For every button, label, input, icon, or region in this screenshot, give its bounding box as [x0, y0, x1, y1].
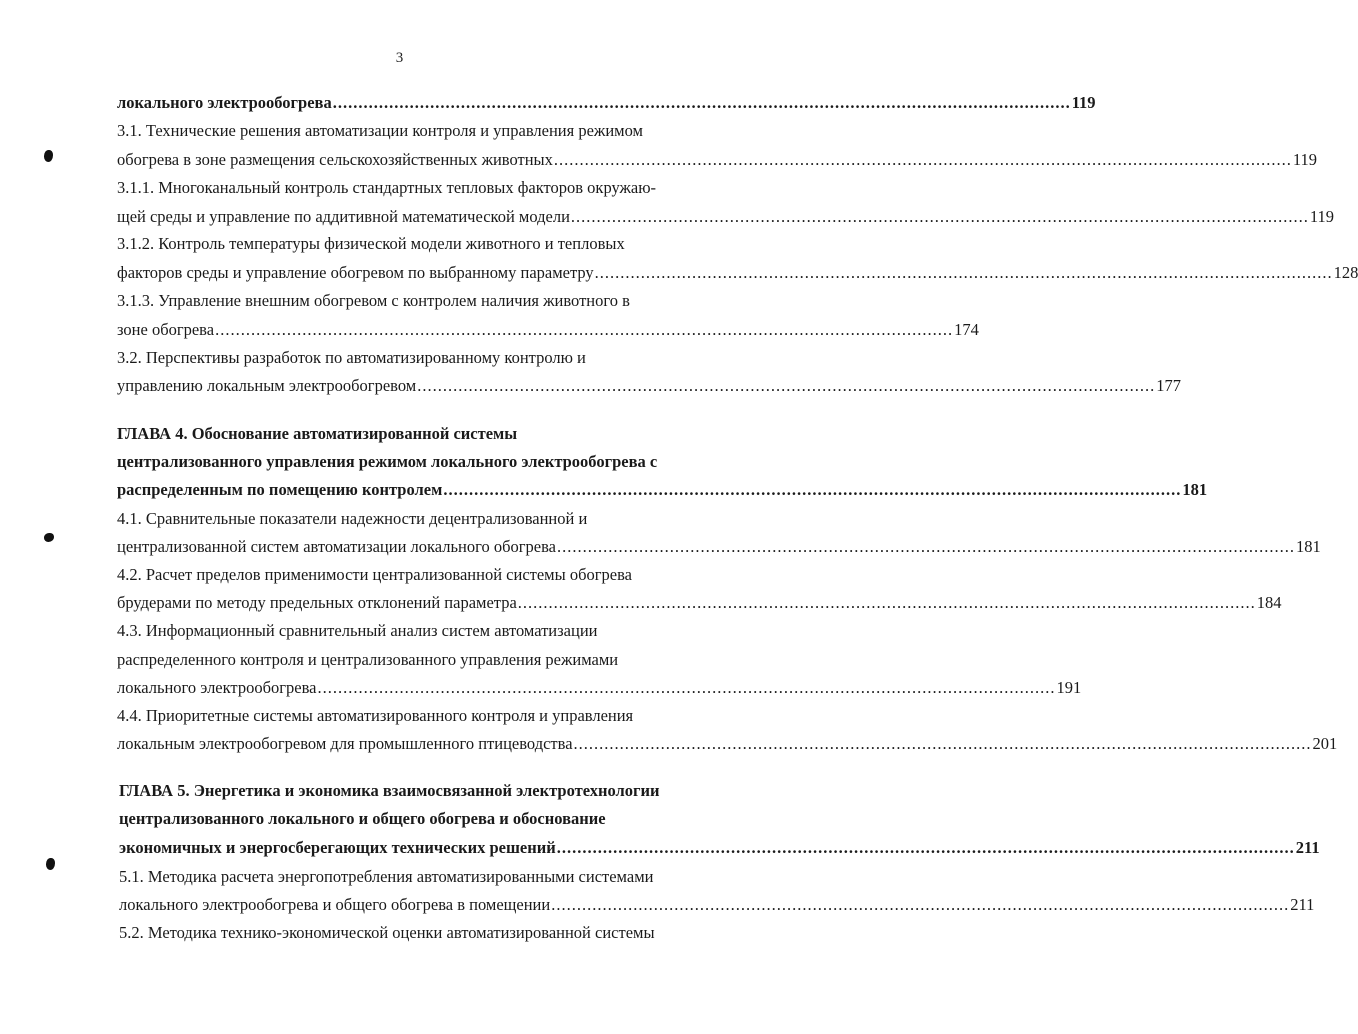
toc-entry-text: экономичных и энергосберегающих технических решений	[119, 838, 556, 857]
toc-entry-page: 211	[1290, 895, 1315, 914]
toc-entry-page: 174	[954, 320, 979, 339]
toc-entry-text: централизованного управления режимом локального электрообогрева с	[117, 452, 658, 471]
dot-leader: ................................................................................................................................................	[553, 150, 1292, 169]
toc-entry-page: 201	[1312, 734, 1338, 753]
toc-entry-text: 4.2. Расчет пределов применимости централизованной системы обогрева	[117, 565, 632, 584]
toc-entry-page: 119	[1309, 207, 1335, 226]
toc-entry	[117, 92, 1096, 114]
toc-entry-text: факторов среды и управление обогревом по выбранному параметру	[117, 263, 594, 282]
toc-entry-text: централизованного локального и общего обогрева и обоснование	[119, 809, 606, 828]
binding-mark	[44, 533, 54, 542]
toc-entry	[117, 233, 717, 255]
toc-entry-text: локальным электрообогревом для промышленного птицеводства	[117, 734, 573, 753]
dot-leader: ................................................................................................................................................	[594, 263, 1333, 282]
toc-entry	[117, 177, 717, 199]
toc-entry	[117, 649, 717, 671]
toc-entry-text: 3.1.2. Контроль температуры физической модели животного и тепловых	[117, 234, 625, 253]
toc-entry	[117, 536, 1321, 558]
dot-leader: ................................................................................................................................................	[570, 207, 1309, 226]
toc-entry	[119, 866, 719, 888]
dot-leader: ................................................................................................................................................	[443, 480, 1182, 499]
toc-entry-text: локального электрообогрева и общего обогрева в помещении	[119, 895, 551, 914]
toc-entry-text: ГЛАВА 5. Энергетика и экономика взаимосвязанной электротехнологии	[119, 781, 660, 800]
toc-entry-text: 3.2. Перспективы разработок по автоматизированному контролю и	[117, 348, 586, 367]
toc-entry	[117, 705, 717, 727]
toc-entry	[117, 120, 717, 142]
page-number: 3	[395, 50, 404, 66]
dot-leader: ................................................................................................................................................	[551, 895, 1290, 914]
toc-entry-text: обогрева в зоне размещения сельскохозяйственных животных	[117, 150, 553, 169]
toc-entry	[117, 262, 1358, 284]
binding-mark	[46, 858, 55, 870]
dot-leader: ................................................................................................................................................	[317, 678, 1056, 697]
toc-entry-text: 4.1. Сравнительные показатели надежности децентрализованной и	[117, 509, 588, 528]
toc-entry-text: 5.1. Методика расчета энергопотребления автоматизированными системами	[119, 867, 654, 886]
toc-entry	[117, 149, 1318, 171]
toc-entry	[117, 206, 1335, 228]
toc-entry	[117, 375, 1181, 397]
dot-leader: ................................................................................................................................................	[556, 537, 1295, 556]
chapter-heading	[119, 808, 719, 830]
toc-entry	[117, 290, 717, 312]
toc-entry	[117, 319, 979, 341]
toc-entry-page: 119	[1071, 93, 1096, 112]
toc-entry-text: 5.2. Методика технико-экономической оценки автоматизированной системы	[119, 923, 655, 942]
toc-entry-text: управлению локальным электрообогревом	[117, 376, 417, 395]
toc-entry	[117, 733, 1338, 755]
chapter-heading	[117, 451, 717, 473]
toc-entry-page: 191	[1056, 678, 1082, 697]
toc-entry-text: 3.1.1. Многоканальный контроль стандартных тепловых факторов окружаю-	[117, 178, 657, 197]
toc-entry	[117, 677, 1082, 699]
toc-entry-page: 119	[1292, 150, 1318, 169]
toc-entry-page: 177	[1156, 376, 1181, 395]
toc-entry-text: 3.1. Технические решения автоматизации контроля и управления режимом	[117, 121, 643, 140]
chapter-heading	[117, 423, 717, 445]
binding-mark	[44, 150, 53, 162]
toc-entry-page: 181	[1295, 537, 1321, 556]
toc-entry	[117, 564, 717, 586]
toc-entry-text: щей среды и управление по аддитивной математической модели	[117, 207, 570, 226]
toc-entry	[119, 922, 719, 944]
chapter-heading	[119, 837, 1320, 859]
toc-entry-text: 4.4. Приоритетные системы автоматизированного контроля и управления	[117, 706, 634, 725]
toc-entry-text: 3.1.3. Управление внешним обогревом с контролем наличия животного в	[117, 291, 630, 310]
toc-entry-page: 181	[1182, 480, 1208, 499]
toc-entry	[117, 592, 1282, 614]
toc-entry-text: распределенным по помещению контролем	[117, 480, 443, 499]
dot-leader: ................................................................................................................................................	[417, 376, 1156, 395]
toc-entry-text: распределенного контроля и централизованного управления режимами	[117, 650, 619, 669]
dot-leader: ................................................................................................................................................	[332, 93, 1071, 112]
toc-entry-text: ГЛАВА 4. Обоснование автоматизированной системы	[117, 424, 518, 443]
dot-leader: ................................................................................................................................................	[215, 320, 954, 339]
toc-entry	[119, 894, 1315, 916]
toc-entry-text: зоне обогрева	[117, 320, 215, 339]
toc-entry-text: локального электрообогрева	[117, 678, 317, 697]
toc-entry-text: брудерами по методу предельных отклонений параметра	[117, 593, 517, 612]
toc-entry	[117, 347, 717, 369]
dot-leader: ................................................................................................................................................	[556, 838, 1295, 857]
dot-leader: ................................................................................................................................................	[517, 593, 1256, 612]
toc-entry-text: 4.3. Информационный сравнительный анализ систем автоматизации	[117, 621, 598, 640]
toc-entry	[117, 620, 717, 642]
toc-entry-page: 184	[1256, 593, 1282, 612]
toc-entry-page: 128	[1333, 263, 1358, 282]
chapter-heading	[117, 479, 1208, 501]
toc-entry-page: 211	[1295, 838, 1320, 857]
toc-entry-text: локального электрообогрева	[117, 93, 332, 112]
toc-entry	[117, 508, 717, 530]
chapter-heading	[119, 780, 719, 802]
dot-leader: ................................................................................................................................................	[573, 734, 1312, 753]
toc-entry-text: централизованной систем автоматизации локального обогрева	[117, 537, 556, 556]
